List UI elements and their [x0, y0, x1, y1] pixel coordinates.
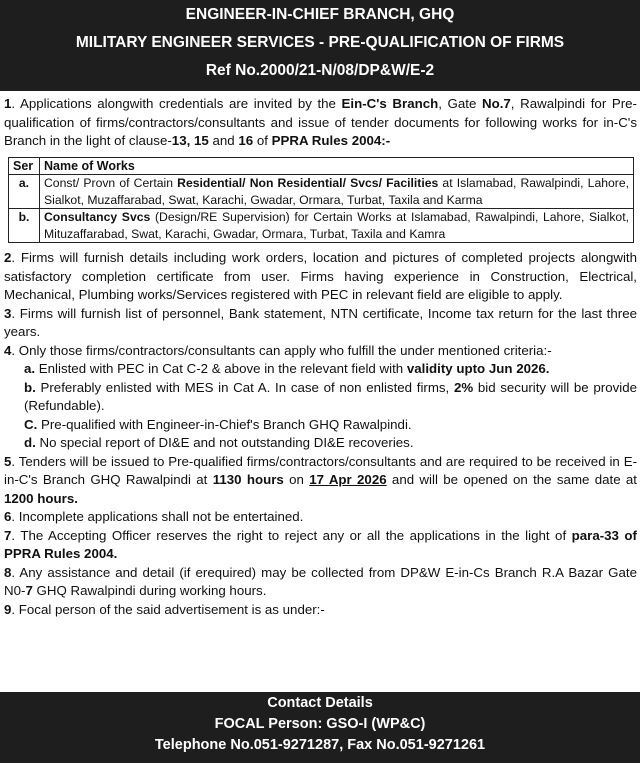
telephone-fax: Telephone No.051-9271287, Fax No.051-9271261 [154, 737, 486, 753]
para-4a: a. Enlisted with PEC in Cat C-2 & above in the relevant field with validity upto Jun 2026. [24, 361, 550, 376]
reference-number: Ref No.2000/21-N/08/DP&W/E-2 [205, 62, 435, 79]
header-title: ENGINEER-IN-CHIEF BRANCH, GHQ [185, 6, 455, 23]
header-banner [0, 0, 640, 91]
para-6: 6. Incomplete applications shall not be entertained. [4, 509, 304, 524]
contact-footer [0, 692, 640, 763]
contact-heading: Contact Details [267, 695, 373, 711]
works-table [8, 157, 634, 244]
para-8: 8. Any assistance and detail (if erequired) may be collected from DP&W E-in-Cs Branch R.A Bazar Gate N0-7 GHQ Rawalpindi during working hours. [4, 564, 637, 598]
col-ser: Ser [9, 157, 40, 175]
para-4d: d. No special report of DI&E and not outstanding DI&E recoveries. [24, 435, 414, 450]
para-4b: b. Preferably enlisted with MES in Cat A. In case of non enlisted firms, 2% bid security will be provide (Refundable). [24, 379, 637, 413]
para-5: 5. Tenders will be issued to Pre-qualified firms/contractors/consultants and are required to be received in E-in-C's Branch GHQ Rawalpindi at 1130 hours on 17 Apr 2026 and will be opened on the same date at 1200 hours. [4, 453, 638, 506]
para-4: 4. Only those firms/contractors/consultants can apply who fulfill the under mentioned criteria:- [4, 342, 552, 358]
para-7: 7. The Accepting Officer reserves the right to reject any or all the applications in the light of para-33 of PPRA Rules 2004. [4, 527, 637, 561]
para-4c: C. Pre-qualified with Engineer-in-Chief's Branch GHQ Rawalpindi. [24, 416, 412, 432]
header-subtitle: MILITARY ENGINEER SERVICES - PRE-QUALIFICATION OF FIRMS [75, 34, 565, 51]
col-name-of-works: Name of Works [40, 157, 634, 175]
focal-person: FOCAL Person: GSO-I (WP&C) [214, 716, 426, 732]
para-9: 9. Focal person of the said advertisement is as under:- [4, 601, 325, 617]
para-1: 1. Applications alongwith credentials are invited by the Ein-C's Branch, Gate No.7, Rawalpindi for Pre-qualification of firms/contractors/consultants and issue of tender documents for following works for in-C's Branch in the light of clause-13, 15 and 16 of PPRA Rules 2004:- [4, 96, 637, 148]
para-3: 3. Firms will furnish list of personnel, Bank statement, NTN certificate, Income tax return for the last three years. [4, 305, 637, 339]
table-row: a. Const/ Provn of Certain Residential/ Non Residential/ Svcs/ Facilities at Islamabad, Rawalpindi, Lahore, Sialkot, Muzaffarabad, Swat, Karachi, Gwadar, Ormara, Turbat, Taxila and Karma [9, 175, 634, 209]
table-row: b. Consultancy Svcs (Design/RE Supervision) for Certain Works at Islamabad, Rawalpindi, Lahore, Sialkot, Mituzaffarabad, Swat, Karachi, Gwadar, Ormara, Turbat, Taxila and Kamra [9, 209, 634, 243]
para-2: 2. Firms will furnish details including work orders, location and pictures of completed projects alongwith satisfactory completion certificate from user. Firms having experience in Construction, Electrical, Mechanical, Plumbing works/Services registered with PEC in relevant field are eligible to apply. [4, 250, 637, 302]
advertisement-body [4, 95, 637, 619]
